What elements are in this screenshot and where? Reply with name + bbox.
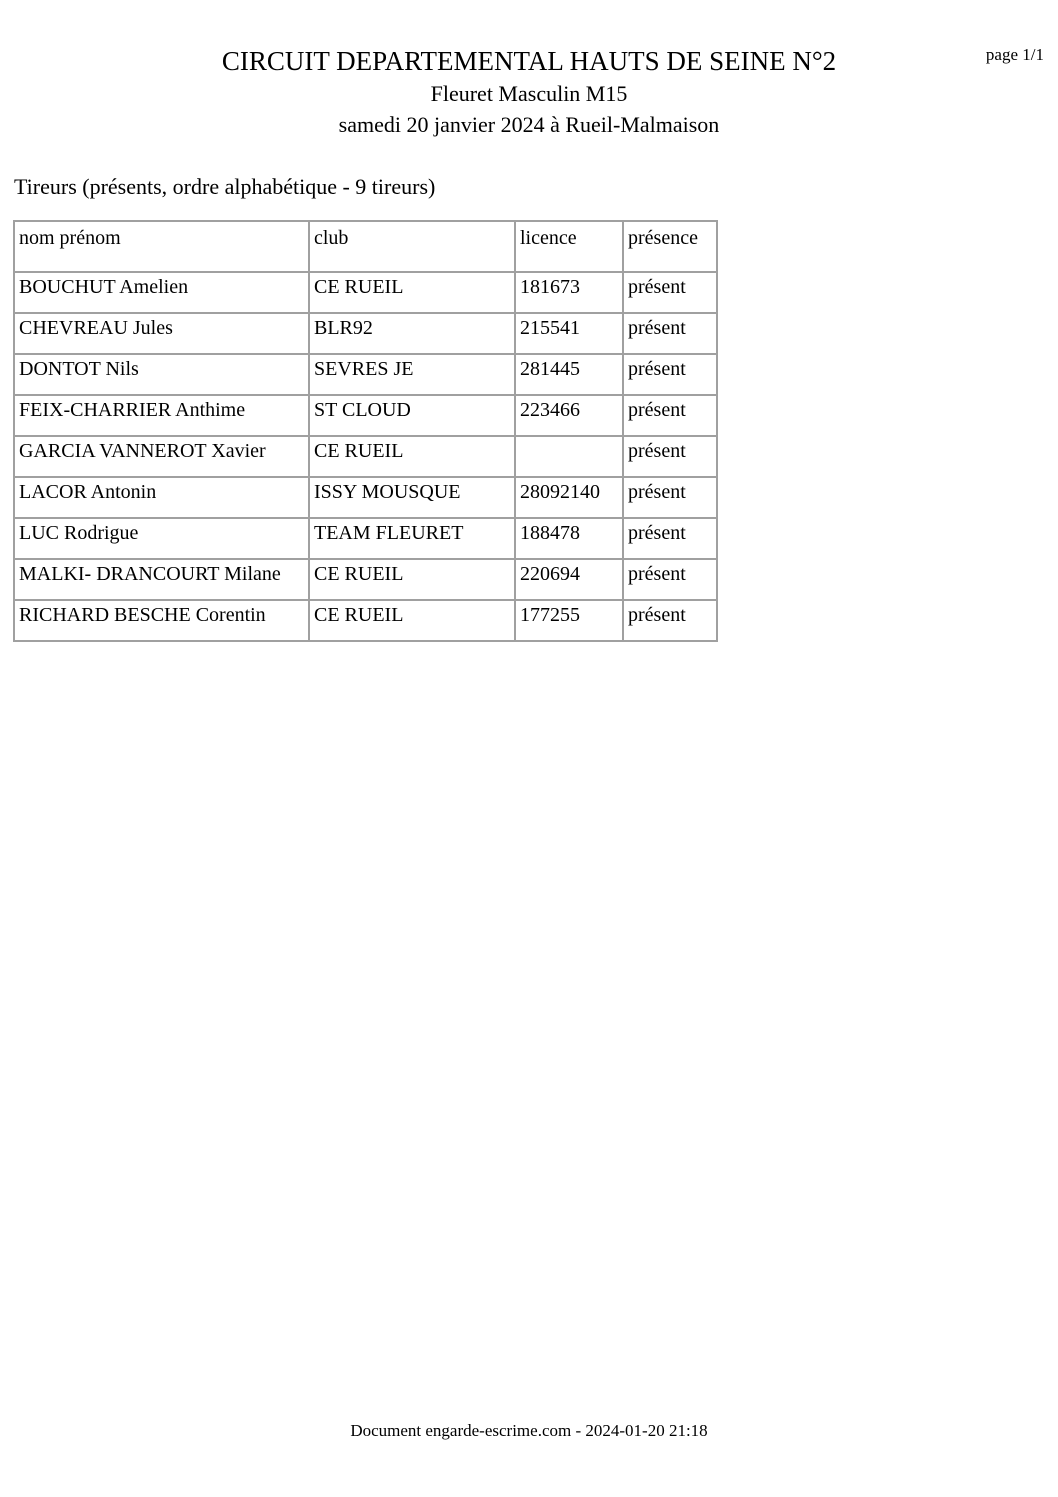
cell-name: BOUCHUT Amelien	[14, 272, 309, 313]
event-name: Fleuret Masculin M15	[430, 81, 628, 106]
document-header	[0, 44, 1058, 140]
column-header-name: nom prénom	[14, 221, 309, 272]
table-row	[14, 436, 717, 477]
table-row	[14, 559, 717, 600]
column-header-licence: licence	[515, 221, 623, 272]
cell-club: CE RUEIL	[309, 559, 515, 600]
cell-licence: 215541	[515, 313, 623, 354]
cell-licence: 28092140	[515, 477, 623, 518]
cell-licence: 188478	[515, 518, 623, 559]
cell-presence: présent	[623, 395, 717, 436]
cell-presence: présent	[623, 559, 717, 600]
cell-club: ST CLOUD	[309, 395, 515, 436]
document-footer: Document engarde-escrime.com - 2024-01-20 21:18	[350, 1421, 708, 1440]
cell-name: FEIX-CHARRIER Anthime	[14, 395, 309, 436]
cell-club: SEVRES JE	[309, 354, 515, 395]
cell-name: LUC Rodrigue	[14, 518, 309, 559]
cell-presence: présent	[623, 436, 717, 477]
cell-name: RICHARD BESCHE Corentin	[14, 600, 309, 641]
cell-presence: présent	[623, 518, 717, 559]
cell-club: BLR92	[309, 313, 515, 354]
cell-club: CE RUEIL	[309, 436, 515, 477]
cell-licence: 181673	[515, 272, 623, 313]
cell-club: CE RUEIL	[309, 272, 515, 313]
event-date-location: samedi 20 janvier 2024 à Rueil-Malmaison	[338, 112, 720, 137]
table-row	[14, 272, 717, 313]
table-row	[14, 600, 717, 641]
table-row	[14, 395, 717, 436]
cell-licence: 281445	[515, 354, 623, 395]
table-header-row	[14, 221, 717, 272]
cell-presence: présent	[623, 477, 717, 518]
cell-name: LACOR Antonin	[14, 477, 309, 518]
cell-club: TEAM FLEURET	[309, 518, 515, 559]
table-row	[14, 477, 717, 518]
cell-licence: 223466	[515, 395, 623, 436]
column-header-club: club	[309, 221, 515, 272]
cell-licence: 177255	[515, 600, 623, 641]
cell-name: DONTOT Nils	[14, 354, 309, 395]
cell-name: GARCIA VANNEROT Xavier	[14, 436, 309, 477]
cell-presence: présent	[623, 600, 717, 641]
cell-name: MALKI- DRANCOURT Milane	[14, 559, 309, 600]
fencers-table	[13, 220, 718, 642]
column-header-presence: présence	[623, 221, 717, 272]
table-row	[14, 313, 717, 354]
section-heading: Tireurs (présents, ordre alphabétique - 9 tireurs)	[14, 174, 436, 199]
cell-club: CE RUEIL	[309, 600, 515, 641]
table-row	[14, 518, 717, 559]
cell-licence: 220694	[515, 559, 623, 600]
cell-presence: présent	[623, 354, 717, 395]
competition-title: CIRCUIT DEPARTEMENTAL HAUTS DE SEINE N°2	[221, 46, 837, 76]
cell-licence	[515, 436, 623, 477]
table-row	[14, 354, 717, 395]
cell-club: ISSY MOUSQUE	[309, 477, 515, 518]
cell-presence: présent	[623, 272, 717, 313]
cell-name: CHEVREAU Jules	[14, 313, 309, 354]
cell-presence: présent	[623, 313, 717, 354]
page-indicator: page 1/1	[985, 45, 1044, 64]
